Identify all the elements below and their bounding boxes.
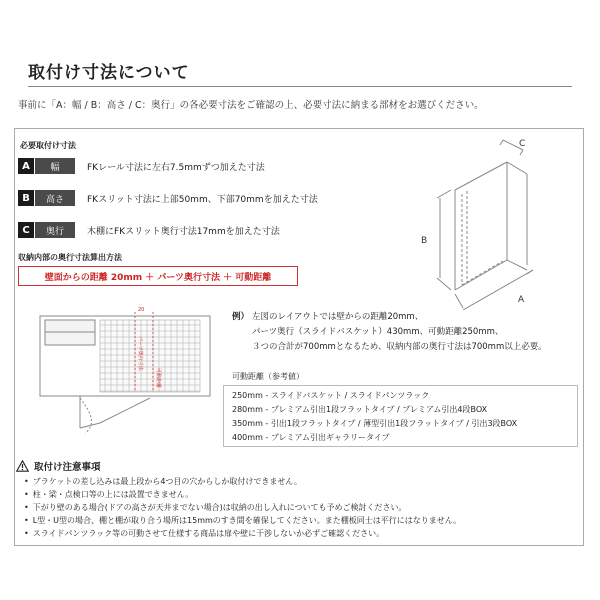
example-label: 例） bbox=[232, 312, 250, 322]
note-item: • スライドパンツラック等の可動させて仕様する商品は扉や壁に干渉しないか必ずご確認ください。 bbox=[24, 527, 461, 540]
cabinet-dimension-diagram bbox=[415, 130, 580, 310]
dimension-desc: 木棚にFKスリット奥行寸法17mmを加えた寸法 bbox=[87, 226, 280, 237]
note-item: • ブラケットの差し込みは最上段から4つ目の穴からしか取付けできません。 bbox=[24, 475, 461, 488]
warning-icon bbox=[16, 460, 29, 472]
dimension-a-label: A bbox=[518, 295, 525, 305]
intro-text: 事前に「A：幅 / B：高さ / C：奥行」の各必要寸法をご確認の上、必要寸法に納まる部材をお選びください。 bbox=[18, 100, 484, 111]
movable-item: 250mm - スライドバスケット / スライドパンツラック bbox=[232, 391, 430, 400]
notes-heading bbox=[16, 459, 101, 473]
depth-method-heading: 収納内部の奥行寸法算出方法 bbox=[18, 253, 122, 262]
dimension-name: 奥行 bbox=[35, 222, 75, 238]
dimension-desc: FKレール寸法に左右7.5mmずつ加えた寸法 bbox=[87, 162, 265, 173]
dimension-row-c bbox=[18, 222, 280, 238]
movable-distance-label: 可動距離 bbox=[155, 368, 161, 389]
example-line: 左図のレイアウトでは壁からの距離20mm、 bbox=[252, 312, 424, 322]
parts-depth-label: パーツ奥行寸法 bbox=[137, 336, 143, 371]
dimension-row-a bbox=[18, 158, 265, 174]
page-title: 取付け寸法について bbox=[28, 63, 190, 83]
closet-plan-diagram bbox=[25, 298, 225, 448]
movable-item: 280mm - プレミアム引出1段フラットタイプ / プレミアム引出4段BOX bbox=[232, 405, 488, 414]
movable-distance-heading: 可動距離（参考値） bbox=[232, 372, 304, 381]
dimension-letter: B bbox=[18, 190, 34, 206]
notes-heading-text: 取付け注意事項 bbox=[34, 462, 101, 473]
dimension-letter: C bbox=[18, 222, 34, 238]
note-item: • L型・U型の場合、棚と棚が取り合う場所は15mmのすき間を確保してください。また棚板同士は平行にはなりません。 bbox=[24, 514, 461, 527]
movable-item: 400mm - プレミアム引出ギャラリータイプ bbox=[232, 433, 390, 442]
dimension-letter: A bbox=[18, 158, 34, 174]
dimension-c-label: C bbox=[519, 139, 526, 149]
dimension-b-label: B bbox=[421, 236, 428, 246]
note-item: • 柱・梁・点検口等の上には設置できません。 bbox=[24, 488, 461, 501]
note-item: • 下がり壁のある場合(ドアの高さが天井までない場合)は収納の出し入れについても予めご検討ください。 bbox=[24, 501, 461, 514]
depth-formula: 壁面からの距離 20mm ＋ パーツ奥行寸法 ＋ 可動距離 bbox=[18, 266, 298, 286]
dimension-name: 高さ bbox=[35, 190, 75, 206]
movable-item: 350mm - 引出1段フラットタイプ / 薄型引出1段フラットタイプ / 引出3段BOX bbox=[232, 419, 518, 428]
notes-list bbox=[24, 475, 461, 540]
offset-label: 20 bbox=[138, 307, 145, 313]
dimension-row-b bbox=[18, 190, 318, 206]
example-line: パーツ奥行（スライドバスケット）430mm、可動距離250mm、 bbox=[252, 327, 504, 337]
title-divider bbox=[28, 86, 572, 87]
example-line: ３つの合計が700mmとなるため、収納内部の奥行寸法は700mm以上必要。 bbox=[252, 342, 547, 352]
dimension-desc: FKスリット寸法に上部50mm、下部70mmを加えた寸法 bbox=[87, 194, 318, 205]
movable-distance-list bbox=[223, 385, 578, 447]
dimension-name: 幅 bbox=[35, 158, 75, 174]
required-dimensions-heading: 必要取付け寸法 bbox=[20, 141, 76, 150]
